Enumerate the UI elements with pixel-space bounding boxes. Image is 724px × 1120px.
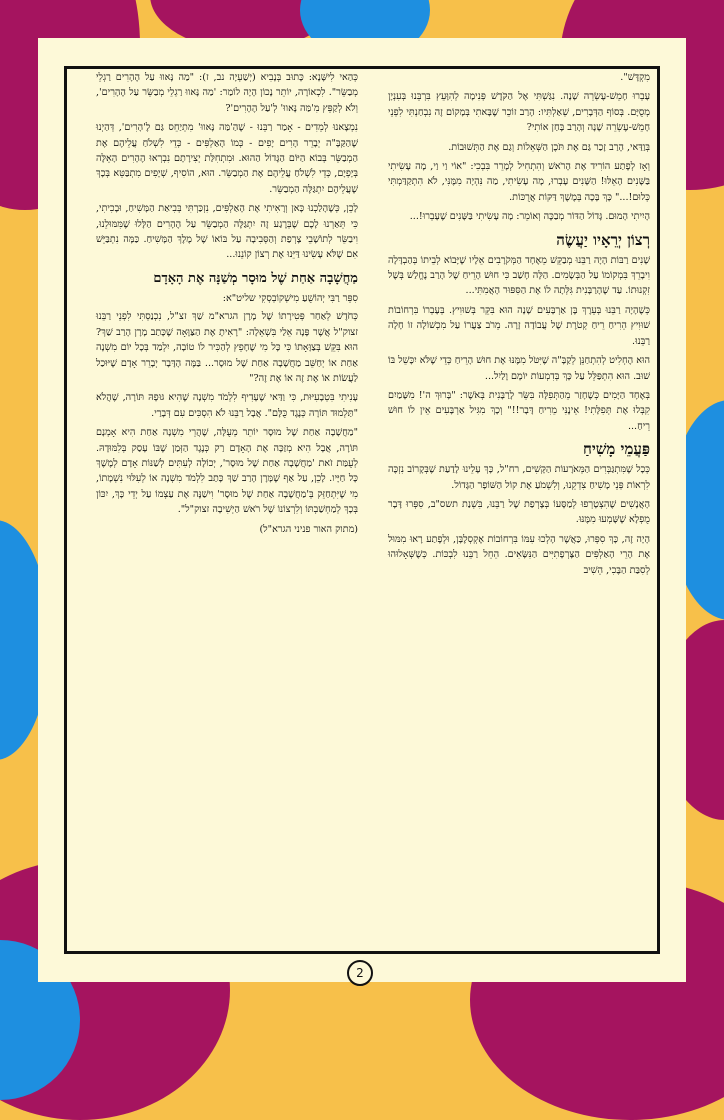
left-column (96, 70, 358, 541)
source-line: סִפֵּר רַבִּי יְהוֹשֻׁעַ מִישְׁקוֹבְסְקִי שליט"א: (222, 292, 358, 304)
paragraph: כְּשֶׁהָיָה רַבֵּנוּ בְּעֵרֶךְ בֶּן אַרְבָּעִים שָׁנָה הוּא בִּקֵּר בְּשׁוּוִיץ. בְּעָבְרוֹ בִּרְחוֹבוֹת שׁוּוִיץ הֵרִיחַ רֵיחַ קְטֹרֶת שֶׁל עֲבוֹדָה זָרָה. מֵרֹב צַעֲרוֹ עַל מִכְשׁוֹלָה זוֹ חָלָה רַבֵּנוּ. (388, 304, 650, 347)
paragraph: כְּהַאי לִישָּׁנָא: כָּתוּב בְּנָבִיא (יְשַׁעְיָה נב, ז): "מַה נָּאווּ עַל הֶהָרִים רַגְלֵי מְבַשֵּׂר". לִכְאוֹרָה, יוֹתֵר נָכוֹן הָיָה לוֹמַר: 'מַה נָּאווּ רַגְלֵי מְבַשֵּׂר עַל הֶהָרִים', וְלֹא לְקַפֵּץ מִ'מַּה נָּאווּ' לְ'עַל הֶהָרִים'? (96, 72, 358, 114)
paragraph: הָיִיתִי הָמוּם. גָּדוֹל הַדּוֹר מְבַכֶּה וְאוֹמֵר: מָה עָשִׂיתִי בַּשָּׁנִים שֶׁעָבְרוּ!... (409, 211, 650, 223)
paragraph: "מַחֲשָׁבָה אַחַת שֶׁל מוּסָר יוֹתֵר מְעֻלָּה, שֶׁהֲרֵי מִשְׁנָה אַחַת הִיא אָמְנָם תּוֹרָה, אֲבָל הִיא מְזַכָּה אֶת הָאָדָם רַק כְּנֶגֶד הַזְּמַן שֶׁבּוֹ עָסַק בְּלִמּוּדָהּ. לְעֻמַּת זֹאת 'מַחֲשָׁבָה אַחַת שֶׁל מוּסָר', יְכוֹלָה לְעִתִּים לְשַׁנּוֹת אָדָם לְמֶשֶׁךְ כָּל חַיָּיו. לָכֵן, עַל אַף שֶׁמָּרָן הָרַב שַׁךְ כָּתַב לִלְמֹד מִשְׁנָה אוֹ לְעִלּוּי נִשְׁמָתוֹ, מִי שֶׁיִּתְחַזֵּק בְּ'מַחֲשָׁבָה אַחַת שֶׁל מוּסָר' וִישַׁנֶּה אֶת עַצְמוֹ עַל יְדֵי כָּךְ, יִכּוֹן בְּכָךְ לְמַחְשַׁבְתּוֹ וְלִרְצוֹנוֹ שֶׁל רֹאשׁ הַיְשִׁיבָה זצוק"ל". (96, 427, 358, 516)
section-heading-paamei-mashiach: פַּעֲמֵי מָשִׁיחַ (582, 440, 650, 459)
right-column (388, 70, 650, 582)
citation: (מתוק האור פניני הגרא"ל) (259, 523, 358, 535)
paragraph: בְּוַדַּאי, הָרַב זָכַר גַּם אֶת תֹּכֶן הַשְּׁאֵלוֹת וְגַם אֶת הַתְּשׁוּבוֹת. (448, 141, 650, 153)
paragraph: עָנִיתִי בִּטְבָעִיּוּת, כִּי וַדַּאי שֶׁעָדִיף לִלְמֹד מִשְׁנָה שֶׁהִיא גּוּפָהּ תּוֹרָה, שֶׁהֲלֹא "תַּלְמוּד תּוֹרָה כְּנֶגֶד כֻּלָּם". אֲבָל רַבֵּנוּ לֹא הִסְכִּים עִם דְּבָרַי. (96, 392, 358, 419)
paragraph: הוּא הֶחְלִיט לְהִתְחַנֵּן לְקַבָּ"ה שֶׁיִּטֹּל מִמֶּנּוּ אֶת חוּשׁ הָרֵיחַ כְּדֵי שֶׁלֹּא יִכָּשֵׁל בּוֹ שׁוּב. הוּא הִתְפַּלֵּל עַל כָּךְ בְּדִמְעוֹת יוֹמָם וָלַיִל... (388, 355, 650, 382)
paragraph: בְּאֶחָד הַיָּמִים כְּשֶׁחָזַר מֵהַתְּפִלָּה בִּשֵּׂר לָרַבָּנִית בְּאֹשֶׁר: "בָּרוּךְ ה'! מִשָּׁמַיִם קִבְּלוּ אֶת תְּפִלָּתִי! אֵינֶנִּי מֵרִיחַ דָּבָר!!" וְכָךְ מִגִּיל אַרְבָּעִים אֵין לוֹ חוּשׁ רֵיחַ... (388, 389, 650, 432)
section-heading-machshava: מַחֲשָׁבָה אַחַת שֶׁל מוּסָר מְשַׁנָּה אֶת הָאָדָם (153, 270, 358, 286)
paragraph: כְּכָל שֶׁמִּתְגַּבְּרִים הַמְּאֹרָעוֹת הַקָּשִׁים, רח"ל, כָּךְ עָלֵינוּ לָדַעַת שֶׁבְּקָרוֹב נִזְכֶּה לִרְאוֹת פְּנֵי מָשִׁיחַ צִדְקֵנוּ, וְלִשְׁמֹעַ אֶת קוֹל הַשּׁוֹפָר הַגָּדוֹל. (388, 464, 650, 491)
section-heading-ratzon: רְצוֹן יְרֵאָיו יַעֲשֶׂה (556, 230, 650, 249)
paragraph: לָכֵן, כְּשֶׁהָלַכְנוּ כָּאן וְרָאִיתִי אֶת הָאַלְפִּים, נִזְכַּרְתִּי בְּבִיאַת הַמָּשִׁיחַ, וּבָכִיתִי, כִּי תֵּאַרְנוּ לָכֶם שֶׁבְּרֶגַע זֶה יִתְגַּלֶּה הַמְבַשֵּׂר עַל הֶהָרִים הַלָּלוּ שֶׁמִּמּוּלֵנוּ, וִיבַשֵּׂר לְתוֹשָׁבֵי צָרְפַת וְהַסְּבִיבָה עַל בּוֹאוֹ שֶׁל מֶלֶךְ הַמָּשִׁיחַ. כַּמָּה נִתְבַּיֵּשׁ אִם שֶׁלֹּא עָשִׂינוּ דַּיֵּנוּ אֶת רְצוֹן קוֹנֵנוּ... (96, 203, 358, 261)
paragraph: עָבְרוּ חָמֵשׁ-עֶשְׂרֵה שָׁנָה. נִגַּשְׁתִּי אֶל הַקֹּדֶשׁ פְּנִימָה לְהִוָּעֵץ בִּרְבֵּנוּ בְּעִנְיָן מְסֻיָּם. בְּסוֹף הַדְּבָרִים, שְׁאַלְתִּיו: הָרַב זוֹכֵר שֶׁבָּאתִי בְּמָקוֹם זֶה נִבְחַנְתִּי לִפְנֵי חָמֵשׁ-עֶשְׂרֵה שָׁנָה וְהָרַב בָּחַן אוֹתִי? (388, 91, 650, 134)
paragraph: שָׁנִים רַבּוֹת הָיָה רַבֵּנוּ מְבַקֵּשׁ מֵאֶחָד הַמְּקֹרָבִים אֵלָיו שֶׁיָּבוֹא לְבֵיתוֹ בְּהַבְדָּלָה וִיבָרֵךְ בִּמְקוֹמוֹ עַל הַבְּשָׂמִים. הַלָּה חָשַׁב כִּי חוּשׁ הָרֵיחַ שֶׁל הָרַב נֶחֱלַשׁ בְּשֶׁל זִקְנוּתוֹ. עַד שֶׁהָרַבָּנִית גִּלְּתָה לוֹ אֶת הַסִּפּוּר הָאֲמִתִּי... (388, 254, 650, 297)
paragraph: וְאָז לְפֶתַע הוֹרִיד אֶת הָרֹאשׁ וְהִתְחִיל לְמָרֵר בִּבְכִי: "אוֹי וַי וַי, מָה עָשִׂיתִי בַּשָּׁנִים הָאֵלּוּ! הַשָּׁנִים עָבְרוּ, מָה עָשִׂיתִי, מַה נִּהְיָה מִמֶּנִּי, לֹא הִתְקַדַּמְתִּי כְּלוּם!..." כָּךְ בָּכָה בְּמֶשֶׁךְ דַּקּוֹת אֲרֻכּוֹת. (388, 161, 650, 203)
paragraph: כְּחֹדֶשׁ לְאַחַר פְּטִירָתוֹ שֶׁל מָרָן הגרא"מ שַׁךְ זצ"ל, נִכְנַסְתִּי לִפְנֵי רַבֵּנוּ זצוק"ל אֲשֶׁר פָּנָה אֵלַי בִּשְׁאֵלָה: "רָאִיתָ אֶת הַצַּוָּאָה שֶׁכָּתַב מָרָן הָרַב שַׁךְ? הוּא בִּקֵּשׁ בְּצַוָּאָתוֹ כִּי כָּל מִי שֶׁחָפֵץ לְהַכִּיר לוֹ טוֹבָה, יִלְמַד בְּכָל יוֹם מִשְׁנָה אַחַת אוֹ יְחַשֵּׁב מַחֲשָׁבָה אַחַת שֶׁל מוּסָר... בַּמֶּה הָדָּבָר יְבָרֵר אָדָם שֶׁיּוּכַל לַעֲשׂוֹת אוֹ אֶת זֶה אוֹ אֶת זֶה?" (96, 311, 358, 384)
paragraph: נִמְצָאנוּ לְמֵדִים - אָמַר רַבֵּנוּ - שֶׁהַ'מַּה נָּאווּ' מִתְיַחֵס גַּם לֶ'הָרִים', דְּהַיְנוּ שֶׁהַקַּבָּ"ה יְבָרֵר הָרִים יָפִים - כְּמוֹ הָאַלְפִּים - כְּדֵי לִשְׁלֹחַ עֲלֵיהֶם אֶת הַמְבַשֵּׂר בְּבוֹא הַיּוֹם הַגָּדוֹל הַהוּא. וּמִתְחִלַּת יְצִירָתָם נִבְרְאוּ הֶהָרִים הָאֵלֶּה בְּיָפְיָם, כְּדֵי לִשְׁלֹחַ עֲלֵיהֶם אֶת הַמְבַשֵּׂר. הוּא, הוֹסִיף, שְׁיָפִים מִתְבַּטֵּא בְּכָךְ שֶׁעֲלֵיהֶם יִתְגַּלֶּה הַמְבַשֵּׂר. (96, 122, 358, 195)
paragraph: הָאֲנָשִׁים שֶׁהִצְטָרְפוּ לְמַסָּעוֹ בְּצָרְפַת שֶׁל רַבֵּנוּ, בִּשְׁנַת תשס"ב, סִפְּרוּ דָּבָר מֻפְלָא שֶׁשָּׁמְעוּ מִמֶּנּוּ. (388, 498, 650, 526)
paragraph: הָיָה זֶה, כָּךְ סִפְּרוּ, כַּאֲשֶׁר הָלְכוּ עִמּוֹ בִּרְחוֹבוֹת אֶקְסְלֶבָּן, וּלְפֶתַע רָאוּ מִמּוּל אֶת הָרֵי הָאַלְפִּים הַצָּרְפָתִיִּים הַנִּשָּׂאִים. הֵחֵל רַבֵּנוּ לִבְכּוֹת. כְּשֶׁשְּׁאָלוּהוּ לְסִבַּת הַבֶּכִי, הֵשִׁיב (388, 533, 650, 576)
paragraph: מִקְדָּשׁ". (620, 72, 650, 83)
page-number: 2 (347, 960, 373, 986)
